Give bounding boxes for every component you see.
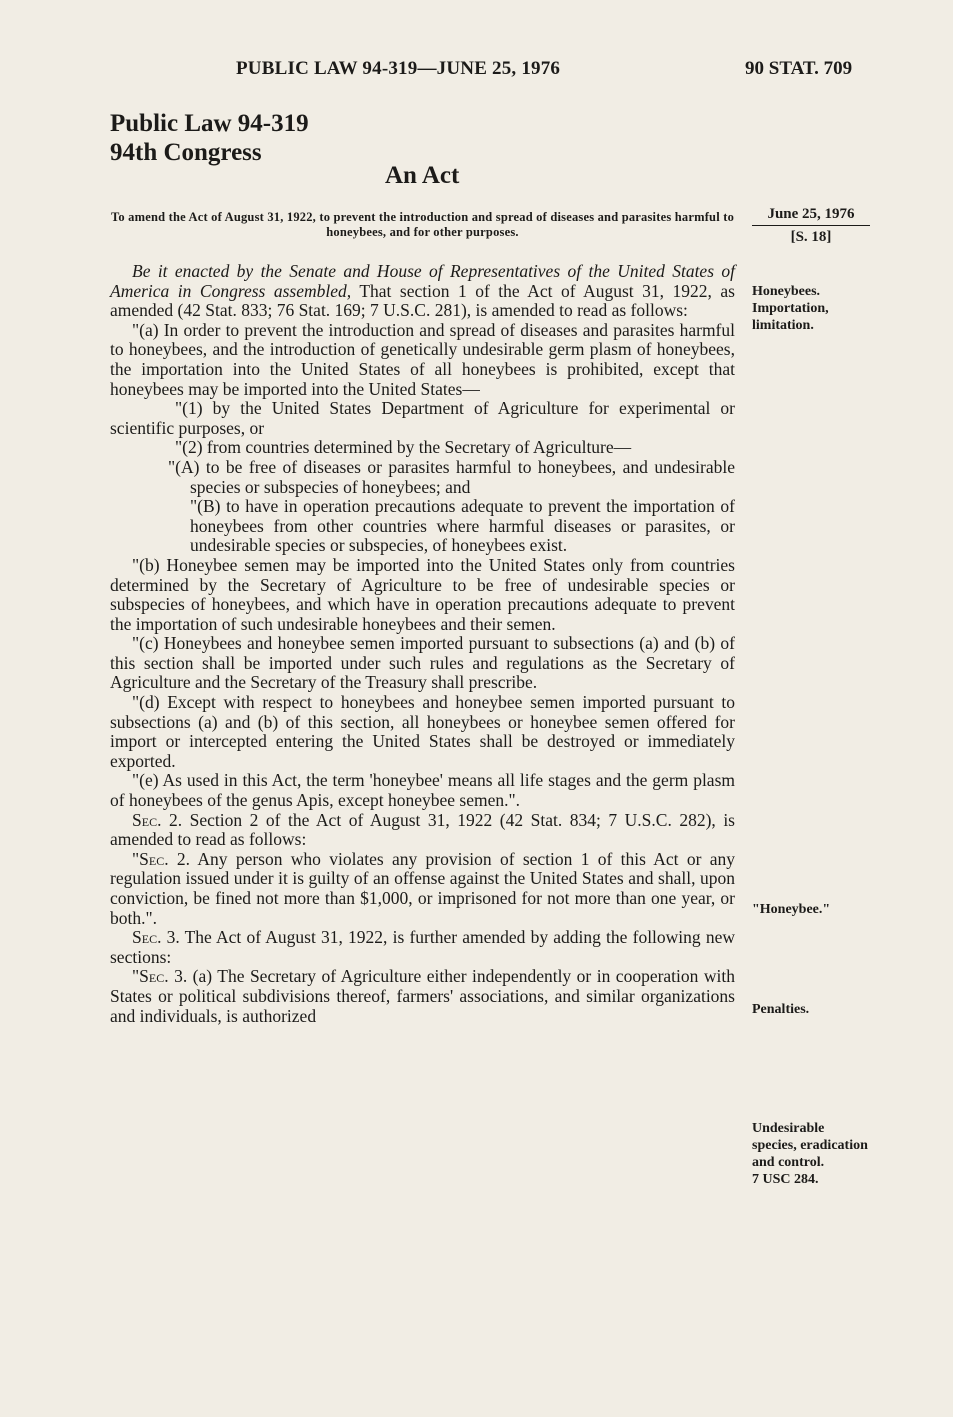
enactment-date-note	[752, 203, 870, 248]
section-2-label: Sec. 2.	[132, 809, 183, 830]
bill-number: [S. 18]	[790, 229, 832, 245]
section-2-text: Section 2 of the Act of August 31, 1922 (42 Stat. 834; 7 U.S.C. 282), is amended to read as follows:	[110, 809, 735, 850]
enacting-clause	[110, 262, 735, 321]
subparagraph-aB	[110, 497, 735, 556]
section-3-quoted	[110, 967, 735, 1026]
section-3-label: Sec. 3.	[132, 927, 180, 948]
margin-note-definition: "Honeybee."	[752, 902, 831, 917]
public-law-number: Public Law 94-319	[110, 110, 309, 137]
section-3-text: The Act of August 31, 1922, is further amended by adding the following new sections:	[110, 927, 735, 967]
subparagraph-aB-text: "(B) to have in operation precautions adequate to prevent the importation of honeybees from other countries where harmful diseases or parasites, or undesirable species or subspecies, of honeybees exist.	[190, 496, 735, 556]
margin-note-usc-citation: 7 USC 284.	[752, 1172, 819, 1187]
section-2-quoted-label: "Sec. 2.	[132, 848, 191, 869]
section-2-quoted	[110, 850, 735, 928]
act-body	[110, 262, 735, 1026]
margin-note-honeybees: Honeybees. Importation, limitation.	[752, 284, 829, 333]
subsection-b: "(b) Honeybee semen may be imported into the United States only from countries determined by the Secretary of Agriculture to be free of undesirable species or subspecies of honeybees, and which have in operation precautions adequate to prevent the importation of such undesirable honeybees and their semen.	[110, 554, 735, 634]
subsection-d: "(d) Except with respect to honeybees and honeybee semen imported pursuant to subsections (a) and (b) of this section, all honeybees or honeybee semen offered for import or intercepted entering the United States shall be destroyed or immediately exported.	[110, 692, 735, 771]
paragraph-a1-text: "(1) by the United States Department of Agriculture for experimental or scientific purposes, or	[110, 398, 735, 438]
margin-note-undesirable-species	[752, 1120, 872, 1188]
subsection-a: "(a) In order to prevent the introduction and spread of diseases and parasites harmful to honeybees, and the introduction of genetically undesirable germ plasm of honeybees, the importation into the United States of all honeybees is prohibited, except that honeybees may be imported into the United States—	[110, 319, 735, 399]
congress-number: 94th Congress	[110, 139, 262, 166]
subparagraph-aA	[110, 458, 735, 497]
enacting-formula: Be it enacted by the Senate and House of Representatives of the United States of America in Congress assembled,	[110, 261, 735, 301]
statute-page-number: 90 STAT. 709	[745, 58, 853, 79]
subsection-c: "(c) Honeybees and honeybee semen imported pursuant to subsections (a) and (b) of this section shall be imported under such rules and regulations as the Secretary of Agriculture and the Secretary of the Treasury shall prescribe.	[110, 633, 735, 693]
section-3-quoted-label: "Sec. 3.	[132, 966, 188, 987]
enacting-clause-text: That section 1 of the Act of August 31, 1922, as amended (42 Stat. 833; 76 Stat. 169; 7 U.S.C. 281), is amended to read as follows:	[110, 280, 735, 321]
margin-note-penalties: Penalties.	[752, 1002, 810, 1017]
paragraph-a2: "(2) from countries determined by the Secretary of Agriculture—	[175, 437, 632, 458]
act-purpose: To amend the Act of August 31, 1922, to prevent the introduction and spread of diseases and parasites harmful to honeybees, and for other purposes.	[110, 210, 735, 239]
enactment-date: June 25, 1976	[752, 203, 870, 226]
section-3-amendment	[110, 928, 735, 967]
running-head: PUBLIC LAW 94-319—JUNE 25, 1976	[236, 58, 561, 79]
act-title: An Act	[385, 162, 460, 189]
law-designation	[110, 109, 309, 167]
page-header	[0, 58, 953, 84]
section-3-quoted-text: (a) The Secretary of Agriculture either independently or in cooperation with States or political subdivisions thereof, farmers' associations, and similar organizations and individuals, is authorized	[110, 966, 735, 1026]
subparagraph-aA-text: "(A) to be free of diseases or parasites harmful to honeybees, and undesirable species or subspecies of honeybees; and	[168, 456, 735, 497]
paragraph-a1	[110, 399, 735, 438]
section-2-quoted-text: Any person who violates any provision of section 1 of this Act or any regulation issued under it is guilty of an offense against the United States and shall, upon conviction, be fined not more than $1,000, or imprisoned for not more than one year, or both.".	[110, 848, 736, 928]
margin-note-undesirable-text: Undesirable species, eradication and control.	[752, 1121, 868, 1170]
section-2-amendment	[110, 811, 735, 850]
subsection-e: "(e) As used in this Act, the term 'honeybee' means all life stages and the germ plasm of honeybees of the genus Apis, except honeybee semen.".	[110, 770, 735, 811]
